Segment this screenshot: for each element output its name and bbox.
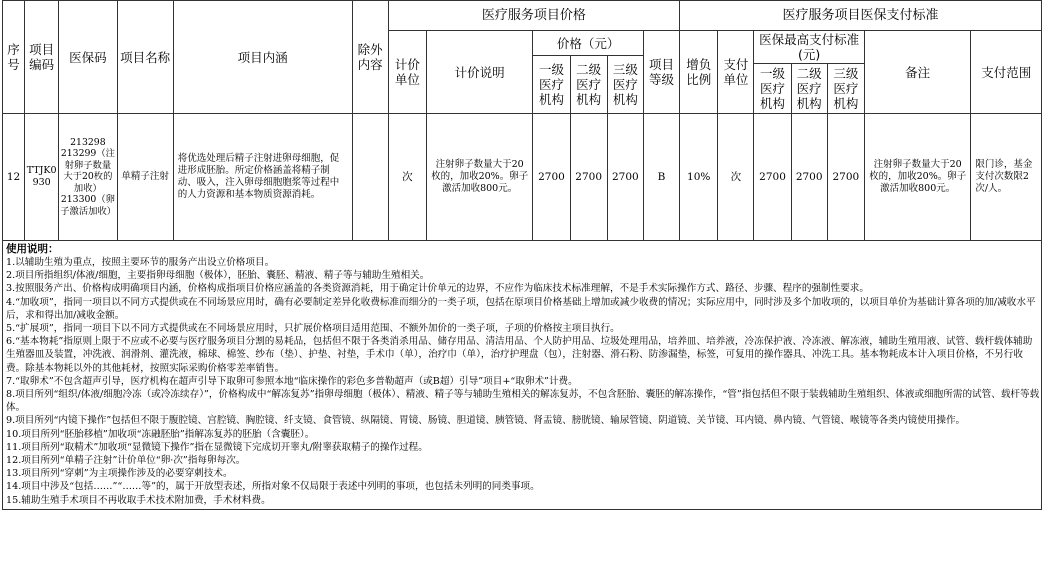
header-std-level1: 一级医疗机构 bbox=[754, 64, 791, 114]
header-pricing-unit: 计价单位 bbox=[388, 31, 426, 114]
note-line: 15.辅助生殖手术项目不再收取手术技术附加费，手术材料费。 bbox=[6, 494, 271, 506]
header-price-yuan: 价格（元） bbox=[533, 31, 644, 56]
cell-std-level2: 2700 bbox=[791, 114, 827, 241]
note-line: 4.“加收项”，指同一项目以不同方式提供或在不同场景应用时，确有必要制定差异化收费标准而细分的一类子项，包括在原项目价格基础上增加或减少收费的情况；实际应用中，同时涉及多个加收项的，以项目单价为基础计算各项的加/减收水平后，求和得出加/减收金额。 bbox=[6, 296, 1036, 321]
header-std-level3: 三级医疗机构 bbox=[827, 64, 864, 114]
cell-pay-unit: 次 bbox=[718, 114, 754, 241]
header-remark: 备注 bbox=[864, 31, 970, 114]
header-level1: 一级医疗机构 bbox=[533, 56, 570, 114]
header-level2: 二级医疗机构 bbox=[570, 56, 607, 114]
cell-content: 将优选处理后精子注射进卵母细胞，促进形成胚胎。所定价格涵盖将精子制动、吸入，注入卵母细胞胞浆等过程中的人力资源和基本物质资源消耗。 bbox=[173, 114, 352, 241]
cell-self-ratio: 10% bbox=[680, 114, 718, 241]
cell-code: TTJK0930 bbox=[25, 114, 59, 241]
table-row bbox=[3, 114, 1042, 241]
note-line: 9.项目所列“内镜下操作”包括但不限于腹腔镜、宫腔镜、胸腔镜、纤支镜、食管镜、纵隔镜、胃镜、肠镜、胆道镜、胰管镜、肾盂镜、膀胱镜、输尿管镜、阴道镜、关节镜、耳内镜、鼻内镜、气管镜、喉镜等各类内镜使用操作。 bbox=[6, 415, 966, 427]
note-line: 6.“基本物耗”指原则上限于不应或不必要与医疗服务项目分割的易耗品，包括但不限于各类消杀用品、储存用品、清洁用品、个人防护用品、垃圾处理用品，培养皿、培养液，冷冻保护液、冷冻液、解冻液，辅助生殖用液、试管、载杆载体辅助生殖器皿及装置，冲洗液、润滑剂、灌洗液，棉球、棉签、纱布（垫）、护垫、衬垫，手术巾（单），治疗巾（单），治疗护理盘（包），注射器、滑石粉、防渗漏垫，标签，可复用的操作器具、冲洗工具。基本物耗成本计入项目价格，不另行收费。除基本物耗以外的其他耗材，按照实际采购价格零差率销售。 bbox=[6, 336, 1033, 374]
note-line: 12.项目所列“单精子注射”计价单位“卵·次”指每卵每次。 bbox=[6, 455, 246, 467]
note-line: 11.项目所列“取精术”加收项“显微镜下操作”指在显微镜下完成切开睾丸/附睾获取精子的操作过程。 bbox=[6, 441, 428, 453]
cell-price-level3: 2700 bbox=[607, 114, 643, 241]
note-line: 10.项目所列“胚胎移植”加收项“冻融胚胎”指解冻复苏的胚胎（含囊胚）。 bbox=[6, 428, 315, 440]
header-level3: 三级医疗机构 bbox=[607, 56, 643, 114]
header-pricing-note: 计价说明 bbox=[426, 31, 532, 114]
header-insurance-group: 医疗服务项目医保支付标准 bbox=[680, 1, 1042, 31]
note-line: 7.“取卵术”不包含超声引导，医疗机构在超声引导下取卵可参照本地“临床操作的彩色多普勒超声（或B超）引导”项目+“取卵术”计费。 bbox=[6, 375, 578, 387]
header-code: 项目编码 bbox=[25, 1, 59, 114]
cell-std-level1: 2700 bbox=[754, 114, 791, 241]
cell-std-level3: 2700 bbox=[827, 114, 864, 241]
header-std-level2: 二级医疗机构 bbox=[791, 64, 827, 114]
note-line: 13.项目所列“穿刺”为主项操作涉及的必要穿刺技术。 bbox=[6, 468, 233, 480]
cell-name: 单精子注射 bbox=[117, 114, 173, 241]
usage-notes bbox=[2, 241, 1042, 510]
cell-seq: 12 bbox=[3, 114, 25, 241]
header-self-ratio: 增负比例 bbox=[680, 31, 718, 114]
header-content: 项目内涵 bbox=[173, 1, 352, 114]
note-line: 14.项目中涉及“包括……”“……等”的，属于开放型表述，所指对象不仅局限于表述中列明的事项，也包括未列明的同类事项。 bbox=[6, 481, 540, 493]
header-pay-unit: 支付单位 bbox=[718, 31, 754, 114]
cell-pricing-unit: 次 bbox=[388, 114, 426, 241]
header-item-grade: 项目等级 bbox=[643, 31, 679, 114]
header-max-std: 医保最高支付标准(元) bbox=[754, 31, 865, 64]
header-excluded: 除外内容 bbox=[352, 1, 388, 114]
price-document bbox=[2, 0, 1042, 510]
header-name: 项目名称 bbox=[117, 1, 173, 114]
header-price-group: 医疗服务项目价格 bbox=[388, 1, 679, 31]
note-line: 5.“扩展项”，指同一项目下以不同方式提供或在不同场景应用时，只扩展价格项目适用范围、不额外加价的一类子项，子项的价格按主项目执行。 bbox=[6, 323, 620, 335]
header-seq: 序号 bbox=[3, 1, 25, 114]
note-line: 1.以辅助生殖为重点，按照主要环节的服务产出设立价格项目。 bbox=[6, 257, 275, 268]
cell-price-level2: 2700 bbox=[570, 114, 607, 241]
cell-insurance-code: 213298 213299（注射卵子数量大于20枚的加收）213300（卵子激活加收） bbox=[59, 114, 117, 241]
cell-pay-scope: 限门诊，基金支付次数限2次/人。 bbox=[971, 114, 1042, 241]
note-line: 8.项目所列“组织/体液/细胞冷冻（或冷冻续存）”，价格构成中“解冻复苏”指卵母细胞（极体）、精液、精子等与辅助生殖相关的解冻复苏，不包含胚胎、囊胚的解冻操作，“管”指包括但不限于装载辅助生殖组织、体液或细胞所需的试管、载杆等载体。 bbox=[6, 389, 1040, 414]
header-insurance-code: 医保码 bbox=[59, 1, 117, 114]
cell-excluded bbox=[352, 114, 388, 241]
cell-item-grade: B bbox=[643, 114, 679, 241]
notes-title: 使用说明： bbox=[6, 243, 59, 255]
price-table bbox=[2, 0, 1042, 241]
cell-pricing-note: 注射卵子数量大于20枚的，加收20%。卵子激活加收800元。 bbox=[426, 114, 532, 241]
header-pay-scope: 支付范围 bbox=[971, 31, 1042, 114]
note-line: 3.按照服务产出、价格构成明确项目内涵，价格构成指项目价格应涵盖的各类资源消耗，用于确定计价单元的边界，不应作为临床技术标准理解，不是手术实际操作方式、路径、步骤、程序的强制性要求。 bbox=[6, 283, 869, 295]
cell-remark: 注射卵子数量大于20枚的，加收20%。卵子激活加收800元。 bbox=[864, 114, 970, 241]
cell-price-level1: 2700 bbox=[533, 114, 570, 241]
note-line: 2.项目所指组织/体液/细胞，主要指卵母细胞（极体），胚胎、囊胚、精液、精子等与辅助生殖相关。 bbox=[6, 270, 430, 282]
